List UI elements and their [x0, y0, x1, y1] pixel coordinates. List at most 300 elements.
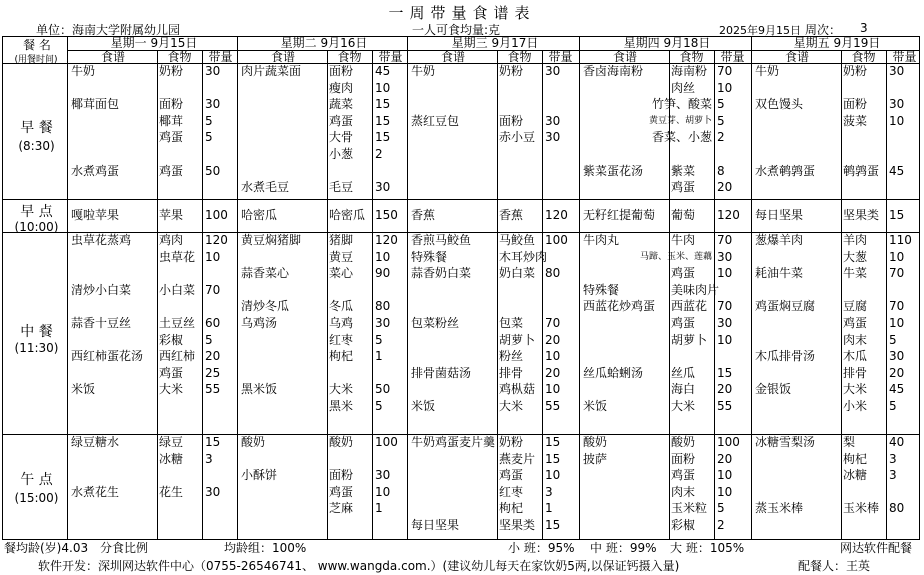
food-qty: 10 [717, 80, 733, 95]
col-header-qty: 带量 [208, 50, 233, 64]
footer-ratio-label: 分食比例 [100, 541, 149, 555]
food-qty: 30 [717, 249, 733, 264]
food-qty: 80 [545, 266, 561, 281]
food-qty: 110 [889, 233, 912, 247]
grid-line-v [497, 50, 498, 540]
footer-software-tag: 网达软件配餐 [840, 541, 913, 555]
dish-name: 蒜香奶白菜 [411, 266, 472, 281]
food-qty: 80 [375, 299, 391, 314]
food-name: 大米 [329, 382, 354, 397]
col-header-dish: 食谱 [784, 50, 809, 64]
food-qty: 80 [889, 501, 905, 516]
unit-name: 单位：海南大学附属幼儿园 [36, 23, 181, 37]
food-name: 香蕉 [499, 208, 524, 222]
food-qty: 15 [205, 435, 221, 449]
footer-small-class: 小 班：95% [508, 541, 575, 555]
food-name: 枸杞 [499, 501, 524, 516]
food-name: 葡萄 [671, 208, 696, 222]
food-name: 海白 [671, 382, 696, 397]
dish-name: 牛奶 [755, 64, 780, 78]
dish-name: 牛奶鸡蛋麦片羹 [411, 435, 496, 449]
portion-note: 一人可食均量:克 [412, 23, 501, 37]
food-name: 奶粉 [843, 64, 868, 78]
grid-line-v [157, 50, 158, 540]
food-name: 包菜 [499, 316, 524, 330]
dish-name: 每日坚果 [411, 518, 460, 532]
food-qty: 30 [375, 316, 391, 330]
food-qty: 70 [717, 233, 733, 247]
grid-line-v [579, 37, 580, 540]
food-name: 赤小豆 [499, 130, 536, 145]
dish-name: 马蹄、玉米、莲藕 [639, 251, 712, 262]
food-qty: 1 [545, 501, 553, 516]
food-qty: 30 [375, 180, 391, 195]
food-qty: 120 [545, 208, 568, 222]
dish-name: 酸奶 [583, 435, 608, 449]
food-qty: 120 [375, 233, 398, 247]
food-qty: 1 [375, 349, 383, 364]
corner-meal-label: 餐 名 [23, 38, 51, 52]
food-qty: 3 [889, 451, 897, 466]
week-label: 周次： [805, 23, 842, 37]
food-qty: 15 [375, 113, 391, 128]
food-name: 奶粉 [499, 64, 524, 78]
food-name: 海南粉 [671, 64, 708, 78]
dish-name: 牛肉丸 [583, 233, 620, 247]
dish-name: 竹笋、酸菜 [651, 97, 712, 112]
food-name: 胡萝卜 [671, 332, 708, 347]
food-name: 椰茸 [159, 113, 184, 128]
food-qty: 30 [205, 484, 221, 499]
grid-line-v [407, 37, 408, 540]
food-name: 肉末 [671, 484, 696, 499]
dish-name: 酸奶 [241, 435, 266, 449]
dish-name: 清炒小白菜 [71, 282, 132, 297]
food-name: 鸡蛋 [843, 316, 868, 330]
dish-name: 水煮鸡蛋 [71, 163, 120, 178]
food-qty: 20 [717, 382, 733, 397]
food-qty: 30 [717, 316, 733, 330]
col-header-qty: 带量 [892, 50, 917, 64]
food-qty: 20 [889, 365, 905, 380]
col-header-dish: 食谱 [440, 50, 465, 64]
food-name: 面粉 [159, 97, 184, 112]
food-qty: 20 [717, 451, 733, 466]
food-qty: 2 [717, 130, 725, 145]
food-qty: 5 [375, 399, 383, 413]
dish-name: 哈密瓜 [241, 208, 278, 222]
food-qty: 5 [205, 113, 213, 128]
food-name: 冰糖 [159, 451, 184, 466]
food-qty: 10 [545, 468, 561, 483]
food-name: 面粉 [329, 468, 354, 483]
dish-name: 嘎啦苹果 [71, 208, 120, 222]
food-name: 乌鸡 [329, 316, 354, 330]
dish-name: 丝瓜蛤蜊汤 [583, 365, 644, 380]
dish-name: 水煮毛豆 [241, 180, 290, 195]
dish-name: 牛奶 [411, 64, 436, 78]
food-qty: 10 [717, 332, 733, 347]
food-qty: 150 [375, 208, 398, 222]
food-qty: 8 [717, 163, 725, 178]
food-name: 木耳炒肉 [499, 249, 548, 264]
food-qty: 90 [375, 266, 391, 281]
dish-name: 蒜香十豆丝 [71, 316, 132, 330]
food-name: 西红柿 [159, 349, 196, 364]
food-name: 苹果 [159, 208, 184, 222]
dish-name: 水煮鹌鹑蛋 [755, 163, 816, 178]
food-name: 小白菜 [159, 282, 196, 297]
day-header-tue: 星期二 9月16日 [280, 36, 368, 50]
food-name: 肉末 [843, 332, 868, 347]
food-name: 面粉 [671, 451, 696, 466]
meal-time-1: (10:00) [14, 220, 59, 234]
food-qty: 10 [717, 484, 733, 499]
food-name: 鸡蛋 [329, 113, 354, 128]
food-qty: 25 [205, 365, 221, 380]
meal-time-0: (8:30) [18, 139, 55, 153]
corner-time-label: (用餐时间) [14, 55, 58, 65]
food-qty: 40 [889, 435, 905, 449]
food-name: 鸡蛋 [499, 468, 524, 483]
dish-name: 清炒冬瓜 [241, 299, 290, 314]
food-name: 枸杞 [843, 451, 868, 466]
food-qty: 10 [545, 349, 561, 364]
food-qty: 70 [205, 282, 221, 297]
dish-name: 耗油牛菜 [755, 266, 804, 281]
meal-name-2: 中 餐 [20, 324, 53, 340]
col-header-food: 食物 [679, 50, 704, 64]
food-name: 牛肉 [671, 233, 696, 247]
col-header-qty: 带量 [720, 50, 745, 64]
day-header-mon: 星期一 9月15日 [110, 36, 198, 50]
food-name: 大米 [159, 382, 184, 397]
food-qty: 3 [545, 484, 553, 499]
footer-avg-group: 均龄组：100% [224, 541, 307, 555]
day-header-fri: 星期五 9月19日 [793, 36, 881, 50]
food-qty: 20 [545, 365, 561, 380]
food-name: 菜心 [329, 266, 354, 281]
food-qty: 120 [205, 233, 228, 247]
food-qty: 45 [889, 382, 905, 397]
dish-name: 水煮花生 [71, 484, 120, 499]
food-qty: 15 [545, 518, 561, 532]
food-qty: 10 [889, 113, 905, 128]
food-name: 鸡蛋 [671, 468, 696, 483]
food-name: 毛豆 [329, 180, 354, 195]
food-qty: 120 [717, 208, 740, 222]
food-name: 燕麦片 [499, 451, 536, 466]
food-name: 美味肉片 [671, 282, 720, 297]
meal-time-2: (11:30) [14, 341, 59, 355]
col-header-food: 食物 [167, 50, 192, 64]
food-name: 排骨 [499, 365, 524, 380]
meal-name-3: 午 点 [20, 472, 53, 488]
food-qty: 70 [717, 299, 733, 314]
col-header-dish: 食谱 [270, 50, 295, 64]
dish-name: 蒸红豆包 [411, 113, 460, 128]
dish-name: 香煎马鲛鱼 [411, 233, 472, 247]
food-qty: 5 [889, 399, 897, 413]
grid-line-v [841, 50, 842, 540]
food-qty: 30 [889, 349, 905, 364]
food-name: 坚果类 [499, 518, 536, 532]
food-name: 鸡枞菇 [499, 382, 536, 397]
food-name: 木瓜 [843, 349, 868, 364]
food-name: 酸奶 [671, 435, 696, 449]
dish-name: 乌鸡汤 [241, 316, 278, 330]
food-name: 鸡肉 [159, 233, 184, 247]
food-name: 玉米棒 [843, 501, 880, 516]
food-qty: 20 [545, 332, 561, 347]
food-qty: 70 [717, 64, 733, 78]
food-name: 酸奶 [329, 435, 354, 449]
food-qty: 10 [889, 316, 905, 330]
food-qty: 10 [205, 249, 221, 264]
dish-name: 黄豆芽、胡萝卜 [648, 115, 712, 126]
food-name: 豆腐 [843, 299, 868, 314]
food-qty: 10 [545, 382, 561, 397]
food-name: 小米 [843, 399, 868, 413]
dish-name: 披萨 [583, 451, 608, 466]
food-qty: 100 [545, 233, 568, 247]
food-name: 坚果类 [843, 208, 880, 222]
food-name: 肉丝 [671, 80, 696, 95]
food-qty: 15 [889, 208, 905, 222]
dish-name: 香卤海南粉 [583, 64, 644, 78]
food-name: 西蓝花 [671, 299, 708, 314]
food-name: 虫草花 [159, 249, 196, 264]
food-qty: 20 [717, 180, 733, 195]
food-name: 鸡蛋 [159, 130, 184, 145]
food-name: 黑米 [329, 399, 354, 413]
dish-name: 蒜香菜心 [241, 266, 290, 281]
food-name: 鸡蛋 [159, 163, 184, 178]
food-qty: 60 [205, 316, 221, 330]
food-qty: 30 [889, 64, 905, 78]
food-qty: 15 [545, 451, 561, 466]
food-name: 奶粉 [499, 435, 524, 449]
food-qty: 30 [205, 97, 221, 112]
food-qty: 10 [889, 249, 905, 264]
dish-name: 肉片蔬菜面 [241, 64, 302, 78]
food-qty: 3 [205, 451, 213, 466]
food-name: 奶白菜 [499, 266, 536, 281]
page-title: 一周带量食谱表 [388, 4, 536, 22]
food-qty: 30 [205, 64, 221, 78]
food-qty: 70 [545, 316, 561, 330]
dish-name: 小酥饼 [241, 468, 278, 483]
dish-name: 包菜粉丝 [411, 316, 460, 330]
dish-name: 特殊餐 [411, 249, 448, 264]
food-name: 蔬菜 [329, 97, 354, 112]
food-name: 马鲛鱼 [499, 233, 536, 247]
food-name: 粉丝 [499, 349, 524, 364]
food-name: 鸡蛋 [671, 316, 696, 330]
food-name: 黄豆 [329, 249, 354, 264]
food-qty: 55 [717, 399, 733, 413]
food-name: 羊肉 [843, 233, 868, 247]
food-name: 牛菜 [843, 266, 868, 281]
col-header-dish: 食谱 [612, 50, 637, 64]
food-name: 排骨 [843, 365, 868, 380]
food-qty: 30 [375, 468, 391, 483]
food-qty: 5 [889, 332, 897, 347]
food-name: 彩椒 [159, 332, 184, 347]
food-qty: 3 [889, 468, 897, 483]
dish-name: 冰糖雪梨汤 [755, 435, 816, 449]
dish-name: 双色馒头 [755, 97, 804, 112]
dish-name: 紫菜蛋花汤 [583, 163, 644, 178]
food-qty: 10 [717, 266, 733, 281]
dish-name: 每日坚果 [755, 208, 804, 222]
food-qty: 70 [889, 299, 905, 314]
meal-name-0: 早 餐 [20, 120, 53, 136]
footer-avg-age: 餐均龄(岁)4.03 [4, 541, 89, 555]
dish-name: 香菜、小葱 [651, 130, 712, 145]
dish-name: 鸡蛋焖豆腐 [755, 299, 816, 314]
meal-name-1: 早 点 [20, 204, 53, 220]
col-header-qty: 带量 [378, 50, 403, 64]
dish-name: 黄豆焖猪脚 [241, 233, 302, 247]
dish-name: 米饭 [71, 382, 96, 397]
food-name: 彩椒 [671, 518, 696, 532]
food-name: 菠菜 [843, 113, 868, 128]
food-name: 鸡蛋 [671, 180, 696, 195]
food-qty: 30 [545, 64, 561, 78]
food-name: 花生 [159, 484, 184, 499]
food-name: 鸡蛋 [329, 484, 354, 499]
food-qty: 1 [375, 501, 383, 516]
dish-name: 黑米饭 [241, 382, 278, 397]
dish-name: 椰茸面包 [71, 97, 120, 112]
col-header-food: 食物 [507, 50, 532, 64]
food-qty: 30 [545, 130, 561, 145]
footer-middle-class: 中 班：99% [590, 541, 657, 555]
food-name: 小葱 [329, 147, 354, 161]
dish-name: 绿豆糖水 [71, 435, 120, 449]
food-qty: 15 [545, 435, 561, 449]
grid-line-v [67, 37, 68, 540]
food-name: 胡萝卜 [499, 332, 536, 347]
dish-name: 蒸玉米棒 [755, 501, 804, 516]
food-name: 面粉 [329, 64, 354, 78]
food-name: 哈密瓜 [329, 208, 366, 222]
food-qty: 15 [375, 97, 391, 112]
col-header-dish: 食谱 [100, 50, 125, 64]
food-name: 梨 [843, 435, 856, 449]
food-name: 鹌鹑蛋 [843, 163, 880, 178]
dish-name: 特殊餐 [583, 282, 620, 297]
food-name: 大骨 [329, 130, 354, 145]
week-number: 3 [860, 21, 868, 35]
food-qty: 5 [717, 97, 725, 112]
food-qty: 10 [717, 468, 733, 483]
dish-name: 米饭 [411, 399, 436, 413]
food-name: 冬瓜 [329, 299, 354, 314]
food-name: 大米 [499, 399, 524, 413]
dish-name: 牛奶 [71, 64, 96, 78]
dish-name: 西蓝花炒鸡蛋 [583, 299, 656, 314]
food-name: 绿豆 [159, 435, 184, 449]
dish-name: 米饭 [583, 399, 608, 413]
dish-name: 排骨菌菇汤 [411, 365, 472, 380]
food-name: 猪脚 [329, 233, 354, 247]
food-qty: 100 [205, 208, 228, 222]
food-qty: 30 [545, 113, 561, 128]
food-qty: 45 [889, 163, 905, 178]
meal-time-3: (15:00) [14, 491, 59, 505]
food-name: 冰糖 [843, 468, 868, 483]
day-header-wed: 星期三 9月17日 [451, 36, 539, 50]
food-name: 大米 [671, 399, 696, 413]
food-qty: 55 [205, 382, 221, 397]
food-qty: 45 [375, 64, 391, 78]
food-name: 面粉 [843, 97, 868, 112]
food-name: 土豆丝 [159, 316, 196, 330]
food-qty: 10 [375, 80, 391, 95]
food-qty: 5 [205, 130, 213, 145]
food-qty: 30 [889, 97, 905, 112]
menu-author: 配餐人：王英 [798, 559, 871, 573]
food-qty: 15 [717, 365, 733, 380]
food-qty: 10 [375, 484, 391, 499]
dish-name: 虫草花蒸鸡 [71, 233, 132, 247]
food-name: 芝麻 [329, 501, 354, 516]
footer-big-class: 大 班：105% [670, 541, 745, 555]
software-credit: 软件开发：深圳网达软件中心（0755-26546741、 www.wangda.com.）(建议幼儿每天在家饮奶5两,以保证钙摄入量) [38, 559, 680, 573]
dish-name: 金银饭 [755, 382, 792, 397]
food-qty: 100 [375, 435, 398, 449]
food-qty: 5 [717, 501, 725, 516]
food-qty: 20 [205, 349, 221, 364]
food-qty: 100 [717, 435, 740, 449]
food-name: 玉米粒 [671, 501, 708, 516]
dish-name: 无籽红提葡萄 [583, 208, 656, 222]
day-header-thu: 星期四 9月18日 [623, 36, 711, 50]
food-qty: 70 [889, 266, 905, 281]
food-name: 鸡蛋 [159, 365, 184, 380]
food-qty: 10 [375, 249, 391, 264]
food-qty: 55 [545, 399, 561, 413]
food-name: 红枣 [499, 484, 524, 499]
food-name: 奶粉 [159, 64, 184, 78]
food-qty: 5 [717, 113, 725, 128]
food-name: 紫菜 [671, 163, 696, 178]
food-qty: 5 [205, 332, 213, 347]
col-header-food: 食物 [851, 50, 876, 64]
food-qty: 2 [375, 147, 383, 161]
menu-grid [2, 36, 920, 540]
food-qty: 50 [205, 163, 221, 178]
food-name: 丝瓜 [671, 365, 696, 380]
food-name: 枸杞 [329, 349, 354, 364]
dish-name: 葱爆羊肉 [755, 233, 804, 247]
dish-name: 木瓜排骨汤 [755, 349, 816, 364]
food-qty: 2 [717, 518, 725, 532]
food-qty: 50 [375, 382, 391, 397]
food-qty: 5 [375, 332, 383, 347]
food-qty: 15 [375, 130, 391, 145]
food-name: 大米 [843, 382, 868, 397]
col-header-food: 食物 [337, 50, 362, 64]
dish-name: 香蕉 [411, 208, 436, 222]
dish-name: 西红柿蛋花汤 [71, 349, 144, 364]
food-name: 大葱 [843, 249, 868, 264]
menu-date: 2025年9月15日 [719, 24, 801, 37]
grid-line-v [327, 50, 328, 540]
footer-bar [2, 541, 920, 555]
